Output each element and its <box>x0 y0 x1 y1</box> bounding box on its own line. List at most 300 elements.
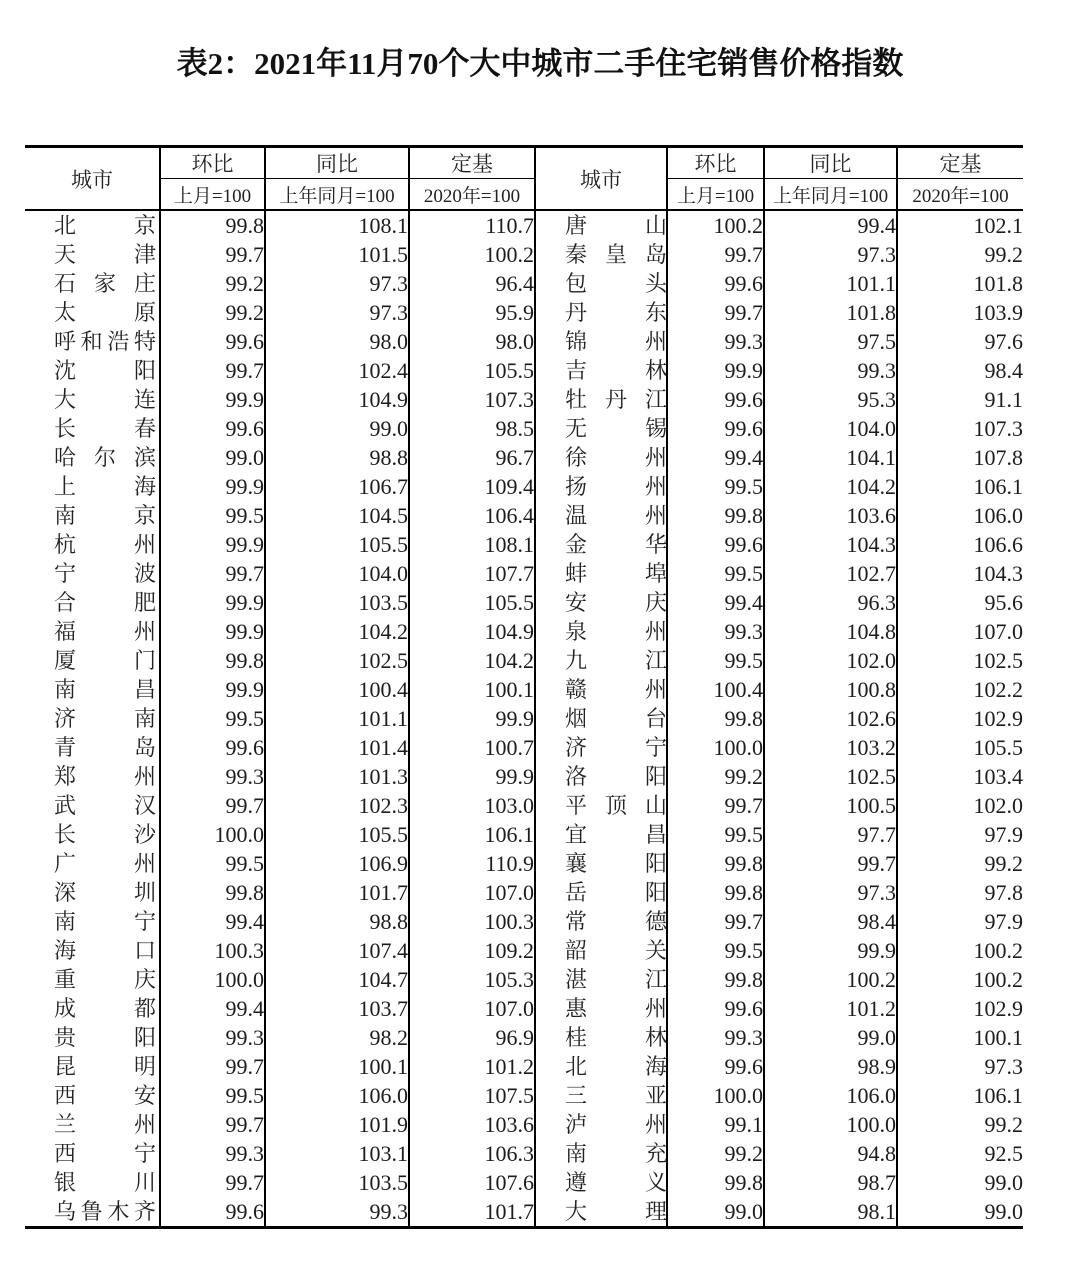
table-row <box>25 385 1023 414</box>
yoy-value-right: 103.6 <box>764 501 897 530</box>
city-cell-right <box>535 820 667 849</box>
city-name: 锦 州 <box>565 329 667 354</box>
city-name: 哈 尔 滨 <box>54 445 156 470</box>
yoy-value-left: 103.5 <box>265 1168 409 1197</box>
city-name: 唐 山 <box>565 213 667 238</box>
base-value-right: 91.1 <box>897 385 1023 414</box>
base-value-left: 104.9 <box>409 617 535 646</box>
city-cell-right <box>535 414 667 443</box>
mom-value-left: 99.8 <box>160 210 265 240</box>
yoy-value-right: 95.3 <box>764 385 897 414</box>
yoy-value-left: 101.4 <box>265 733 409 762</box>
city-name: 南 昌 <box>54 677 156 702</box>
mom-value-left: 99.4 <box>160 994 265 1023</box>
city-name: 石 家 庄 <box>54 271 156 296</box>
mom-value-right: 99.5 <box>667 820 764 849</box>
yoy-value-left: 103.7 <box>265 994 409 1023</box>
table-row <box>25 588 1023 617</box>
col-header-city-right: 城市 <box>535 147 667 211</box>
mom-value-right: 99.5 <box>667 936 764 965</box>
mom-value-left: 99.9 <box>160 530 265 559</box>
mom-value-left: 99.6 <box>160 414 265 443</box>
yoy-value-right: 99.4 <box>764 210 897 240</box>
city-cell-right <box>535 1081 667 1110</box>
city-cell-left <box>25 298 160 327</box>
city-cell-right <box>535 298 667 327</box>
yoy-value-right: 97.3 <box>764 878 897 907</box>
city-cell-left <box>25 1197 160 1228</box>
base-value-right: 100.1 <box>897 1023 1023 1052</box>
city-cell-right <box>535 791 667 820</box>
yoy-value-right: 104.0 <box>764 414 897 443</box>
base-value-left: 100.1 <box>409 675 535 704</box>
city-name: 大 理 <box>565 1199 667 1224</box>
base-value-left: 105.5 <box>409 588 535 617</box>
yoy-value-left: 106.9 <box>265 849 409 878</box>
yoy-value-right: 106.0 <box>764 1081 897 1110</box>
city-cell-left <box>25 646 160 675</box>
city-cell-right <box>535 1139 667 1168</box>
base-value-right: 100.2 <box>897 965 1023 994</box>
city-cell-left <box>25 675 160 704</box>
city-cell-right <box>535 936 667 965</box>
mom-value-right: 100.0 <box>667 1081 764 1110</box>
table-row <box>25 849 1023 878</box>
base-value-left: 106.3 <box>409 1139 535 1168</box>
mom-value-left: 99.7 <box>160 559 265 588</box>
mom-value-left: 99.4 <box>160 907 265 936</box>
yoy-value-left: 103.1 <box>265 1139 409 1168</box>
yoy-value-left: 104.5 <box>265 501 409 530</box>
table-row <box>25 530 1023 559</box>
city-name: 杭 州 <box>54 532 156 557</box>
city-name: 上 海 <box>54 474 156 499</box>
yoy-value-right: 101.8 <box>764 298 897 327</box>
yoy-value-left: 99.0 <box>265 414 409 443</box>
mom-value-right: 99.5 <box>667 559 764 588</box>
yoy-value-right: 98.4 <box>764 907 897 936</box>
base-value-left: 101.7 <box>409 1197 535 1228</box>
yoy-value-left: 105.5 <box>265 820 409 849</box>
mom-value-left: 99.8 <box>160 878 265 907</box>
mom-value-left: 99.7 <box>160 791 265 820</box>
city-name: 宁 波 <box>54 561 156 586</box>
city-cell-right <box>535 965 667 994</box>
base-value-left: 109.4 <box>409 472 535 501</box>
mom-value-left: 99.3 <box>160 1139 265 1168</box>
mom-value-left: 100.3 <box>160 936 265 965</box>
table-row <box>25 443 1023 472</box>
mom-value-right: 99.8 <box>667 849 764 878</box>
mom-value-right: 99.6 <box>667 1052 764 1081</box>
yoy-value-left: 104.0 <box>265 559 409 588</box>
city-name: 包 头 <box>565 271 667 296</box>
table-row <box>25 327 1023 356</box>
city-name: 青 岛 <box>54 735 156 760</box>
mom-value-right: 99.0 <box>667 1197 764 1228</box>
mom-value-right: 99.6 <box>667 269 764 298</box>
city-name: 扬 州 <box>565 474 667 499</box>
city-name: 金 华 <box>565 532 667 557</box>
base-value-left: 96.7 <box>409 443 535 472</box>
mom-value-right: 99.7 <box>667 907 764 936</box>
city-name: 西 宁 <box>54 1141 156 1166</box>
city-cell-left <box>25 733 160 762</box>
sub-header-mom-right: 上月=100 <box>667 179 764 211</box>
city-cell-left <box>25 878 160 907</box>
yoy-value-right: 102.0 <box>764 646 897 675</box>
yoy-value-left: 107.4 <box>265 936 409 965</box>
base-value-left: 109.2 <box>409 936 535 965</box>
mom-value-left: 99.3 <box>160 762 265 791</box>
mom-value-right: 99.8 <box>667 965 764 994</box>
city-name: 韶 关 <box>565 938 667 963</box>
city-name: 广 州 <box>54 851 156 876</box>
city-name: 烟 台 <box>565 706 667 731</box>
yoy-value-right: 98.9 <box>764 1052 897 1081</box>
city-name: 大 连 <box>54 387 156 412</box>
mom-value-left: 99.7 <box>160 356 265 385</box>
yoy-value-left: 106.0 <box>265 1081 409 1110</box>
city-cell-right <box>535 443 667 472</box>
yoy-value-left: 105.5 <box>265 530 409 559</box>
yoy-value-left: 98.2 <box>265 1023 409 1052</box>
city-name: 兰 州 <box>54 1112 156 1137</box>
yoy-value-left: 97.3 <box>265 298 409 327</box>
yoy-value-right: 100.8 <box>764 675 897 704</box>
mom-value-left: 99.0 <box>160 443 265 472</box>
table-row <box>25 1197 1023 1228</box>
city-cell-right <box>535 501 667 530</box>
yoy-value-left: 101.9 <box>265 1110 409 1139</box>
city-name: 常 德 <box>565 909 667 934</box>
yoy-value-right: 98.7 <box>764 1168 897 1197</box>
mom-value-left: 99.7 <box>160 1052 265 1081</box>
base-value-left: 105.3 <box>409 965 535 994</box>
city-name: 武 汉 <box>54 793 156 818</box>
city-name: 重 庆 <box>54 967 156 992</box>
city-name: 郑 州 <box>54 764 156 789</box>
table-header <box>25 147 1023 211</box>
base-value-left: 98.0 <box>409 327 535 356</box>
mom-value-right: 99.6 <box>667 530 764 559</box>
base-value-right: 99.0 <box>897 1168 1023 1197</box>
city-cell-left <box>25 994 160 1023</box>
city-name: 昆 明 <box>54 1054 156 1079</box>
base-value-right: 98.4 <box>897 356 1023 385</box>
city-name: 宜 昌 <box>565 822 667 847</box>
base-value-right: 99.2 <box>897 1110 1023 1139</box>
yoy-value-left: 102.3 <box>265 791 409 820</box>
city-cell-right <box>535 675 667 704</box>
city-cell-right <box>535 269 667 298</box>
mom-value-left: 99.6 <box>160 327 265 356</box>
city-cell-left <box>25 1023 160 1052</box>
mom-value-right: 99.3 <box>667 1023 764 1052</box>
city-cell-left <box>25 269 160 298</box>
city-cell-right <box>535 1110 667 1139</box>
table-row <box>25 240 1023 269</box>
city-cell-right <box>535 385 667 414</box>
sub-header-base-left: 2020年=100 <box>409 179 535 211</box>
yoy-value-right: 99.0 <box>764 1023 897 1052</box>
city-cell-right <box>535 1052 667 1081</box>
mom-value-right: 99.2 <box>667 762 764 791</box>
base-value-left: 98.5 <box>409 414 535 443</box>
base-value-right: 103.9 <box>897 298 1023 327</box>
city-name: 桂 林 <box>565 1025 667 1050</box>
table-row <box>25 472 1023 501</box>
yoy-value-right: 101.2 <box>764 994 897 1023</box>
city-cell-right <box>535 1197 667 1228</box>
mom-value-right: 99.8 <box>667 704 764 733</box>
col-header-yoy-left: 同比 <box>265 147 409 179</box>
city-cell-right <box>535 210 667 240</box>
mom-value-right: 99.7 <box>667 298 764 327</box>
base-value-right: 92.5 <box>897 1139 1023 1168</box>
table-row <box>25 733 1023 762</box>
base-value-left: 100.3 <box>409 907 535 936</box>
yoy-value-left: 101.3 <box>265 762 409 791</box>
header-row-groups <box>25 147 1023 179</box>
yoy-value-left: 101.1 <box>265 704 409 733</box>
base-value-right: 106.0 <box>897 501 1023 530</box>
city-cell-right <box>535 762 667 791</box>
table-row <box>25 559 1023 588</box>
table-row <box>25 704 1023 733</box>
mom-value-left: 99.6 <box>160 733 265 762</box>
base-value-left: 107.0 <box>409 994 535 1023</box>
city-cell-left <box>25 849 160 878</box>
city-cell-left <box>25 820 160 849</box>
yoy-value-right: 102.7 <box>764 559 897 588</box>
city-name: 岳 阳 <box>565 880 667 905</box>
base-value-left: 107.7 <box>409 559 535 588</box>
table-row <box>25 1052 1023 1081</box>
table-row <box>25 356 1023 385</box>
city-cell-left <box>25 240 160 269</box>
city-name: 遵 义 <box>565 1170 667 1195</box>
mom-value-left: 99.9 <box>160 617 265 646</box>
city-name: 南 宁 <box>54 909 156 934</box>
city-cell-right <box>535 994 667 1023</box>
city-cell-right <box>535 646 667 675</box>
city-cell-right <box>535 878 667 907</box>
city-cell-left <box>25 1139 160 1168</box>
city-cell-right <box>535 472 667 501</box>
city-name: 济 南 <box>54 706 156 731</box>
yoy-value-left: 101.7 <box>265 878 409 907</box>
base-value-right: 103.4 <box>897 762 1023 791</box>
base-value-right: 106.1 <box>897 1081 1023 1110</box>
city-cell-left <box>25 1168 160 1197</box>
base-value-right: 101.8 <box>897 269 1023 298</box>
yoy-value-right: 100.0 <box>764 1110 897 1139</box>
col-header-base-left: 定基 <box>409 147 535 179</box>
table-row <box>25 762 1023 791</box>
yoy-value-left: 102.4 <box>265 356 409 385</box>
mom-value-right: 99.6 <box>667 385 764 414</box>
yoy-value-left: 98.0 <box>265 327 409 356</box>
city-cell-left <box>25 617 160 646</box>
city-cell-right <box>535 588 667 617</box>
col-header-yoy-right: 同比 <box>764 147 897 179</box>
yoy-value-right: 99.7 <box>764 849 897 878</box>
yoy-value-right: 102.5 <box>764 762 897 791</box>
mom-value-left: 99.9 <box>160 588 265 617</box>
mom-value-right: 99.8 <box>667 878 764 907</box>
table-row <box>25 1081 1023 1110</box>
base-value-right: 106.1 <box>897 472 1023 501</box>
sub-header-yoy-right: 上年同月=100 <box>764 179 897 211</box>
city-cell-right <box>535 907 667 936</box>
city-name: 泉 州 <box>565 619 667 644</box>
city-cell-left <box>25 588 160 617</box>
city-cell-left <box>25 907 160 936</box>
yoy-value-left: 108.1 <box>265 210 409 240</box>
city-cell-right <box>535 733 667 762</box>
city-name: 温 州 <box>565 503 667 528</box>
mom-value-right: 99.7 <box>667 791 764 820</box>
city-name: 泸 州 <box>565 1112 667 1137</box>
city-name: 厦 门 <box>54 648 156 673</box>
city-cell-left <box>25 1110 160 1139</box>
mom-value-left: 99.9 <box>160 675 265 704</box>
city-cell-right <box>535 704 667 733</box>
city-name: 洛 阳 <box>565 764 667 789</box>
base-value-right: 97.3 <box>897 1052 1023 1081</box>
city-name: 襄 阳 <box>565 851 667 876</box>
base-value-left: 100.2 <box>409 240 535 269</box>
mom-value-left: 99.2 <box>160 269 265 298</box>
city-name: 合 肥 <box>54 590 156 615</box>
mom-value-right: 99.5 <box>667 646 764 675</box>
yoy-value-left: 99.3 <box>265 1197 409 1228</box>
city-name: 长 沙 <box>54 822 156 847</box>
yoy-value-left: 100.4 <box>265 675 409 704</box>
base-value-right: 97.6 <box>897 327 1023 356</box>
city-name: 三 亚 <box>565 1083 667 1108</box>
mom-value-right: 99.4 <box>667 443 764 472</box>
city-cell-right <box>535 327 667 356</box>
yoy-value-right: 100.5 <box>764 791 897 820</box>
table-row <box>25 1139 1023 1168</box>
table-row <box>25 791 1023 820</box>
base-value-right: 102.9 <box>897 704 1023 733</box>
yoy-value-left: 97.3 <box>265 269 409 298</box>
city-cell-right <box>535 1168 667 1197</box>
city-cell-left <box>25 472 160 501</box>
base-value-left: 95.9 <box>409 298 535 327</box>
city-name: 丹 东 <box>565 300 667 325</box>
yoy-value-right: 100.2 <box>764 965 897 994</box>
yoy-value-left: 102.5 <box>265 646 409 675</box>
base-value-left: 107.5 <box>409 1081 535 1110</box>
city-cell-left <box>25 1081 160 1110</box>
base-value-left: 107.0 <box>409 878 535 907</box>
mom-value-right: 100.0 <box>667 733 764 762</box>
mom-value-left: 99.5 <box>160 849 265 878</box>
city-cell-left <box>25 356 160 385</box>
table-row <box>25 675 1023 704</box>
mom-value-right: 99.1 <box>667 1110 764 1139</box>
base-value-left: 105.5 <box>409 356 535 385</box>
col-header-city-left: 城市 <box>25 147 160 211</box>
base-value-right: 107.0 <box>897 617 1023 646</box>
city-name: 惠 州 <box>565 996 667 1021</box>
city-cell-left <box>25 791 160 820</box>
mom-value-left: 100.0 <box>160 820 265 849</box>
city-cell-left <box>25 704 160 733</box>
yoy-value-right: 103.2 <box>764 733 897 762</box>
city-cell-left <box>25 443 160 472</box>
base-value-right: 107.8 <box>897 443 1023 472</box>
yoy-value-right: 99.9 <box>764 936 897 965</box>
yoy-value-left: 106.7 <box>265 472 409 501</box>
city-name: 赣 州 <box>565 677 667 702</box>
table-row <box>25 501 1023 530</box>
city-name: 平 顶 山 <box>565 793 667 818</box>
mom-value-left: 99.8 <box>160 646 265 675</box>
city-cell-left <box>25 414 160 443</box>
city-name: 成 都 <box>54 996 156 1021</box>
mom-value-left: 99.9 <box>160 472 265 501</box>
mom-value-left: 100.0 <box>160 965 265 994</box>
yoy-value-left: 98.8 <box>265 907 409 936</box>
mom-value-left: 99.3 <box>160 1023 265 1052</box>
mom-value-right: 99.3 <box>667 327 764 356</box>
table-row <box>25 617 1023 646</box>
sub-header-base-right: 2020年=100 <box>897 179 1023 211</box>
city-name: 海 口 <box>54 938 156 963</box>
mom-value-left: 99.6 <box>160 1197 265 1228</box>
mom-value-right: 99.8 <box>667 501 764 530</box>
yoy-value-right: 104.2 <box>764 472 897 501</box>
city-name: 长 春 <box>54 416 156 441</box>
city-name: 福 州 <box>54 619 156 644</box>
base-value-right: 99.2 <box>897 849 1023 878</box>
city-cell-right <box>535 1023 667 1052</box>
city-cell-right <box>535 617 667 646</box>
table-row <box>25 646 1023 675</box>
city-cell-left <box>25 385 160 414</box>
table-row <box>25 298 1023 327</box>
city-cell-left <box>25 501 160 530</box>
city-name: 无 锡 <box>565 416 667 441</box>
city-name: 沈 阳 <box>54 358 156 383</box>
mom-value-left: 99.7 <box>160 1110 265 1139</box>
page-title: 表2：2021年11月70个大中城市二手住宅销售价格指数 <box>176 46 904 81</box>
yoy-value-left: 104.2 <box>265 617 409 646</box>
base-value-right: 105.5 <box>897 733 1023 762</box>
city-cell-right <box>535 240 667 269</box>
base-value-right: 106.6 <box>897 530 1023 559</box>
mom-value-left: 99.7 <box>160 1168 265 1197</box>
yoy-value-left: 104.7 <box>265 965 409 994</box>
city-name: 徐 州 <box>565 445 667 470</box>
table-row <box>25 965 1023 994</box>
city-name: 秦 皇 岛 <box>565 242 667 267</box>
base-value-left: 96.9 <box>409 1023 535 1052</box>
mom-value-right: 99.7 <box>667 240 764 269</box>
city-name: 太 原 <box>54 300 156 325</box>
table-row <box>25 878 1023 907</box>
city-name: 南 京 <box>54 503 156 528</box>
sub-header-mom-left: 上月=100 <box>160 179 265 211</box>
city-name: 吉 林 <box>565 358 667 383</box>
col-header-mom-left: 环比 <box>160 147 265 179</box>
base-value-right: 102.2 <box>897 675 1023 704</box>
